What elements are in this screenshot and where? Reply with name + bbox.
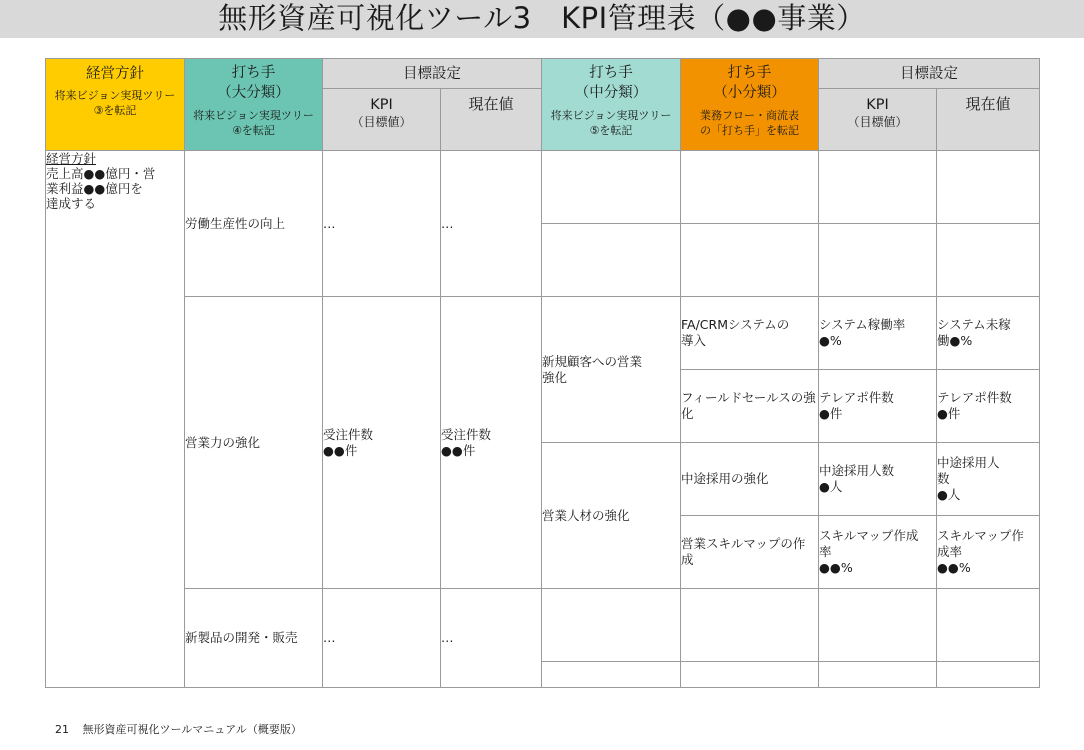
header-kpi-left: [323, 89, 441, 151]
current-line: 中途採用人: [937, 455, 1000, 470]
kpi-line: 率: [819, 544, 832, 559]
kpi-sales-line1: 受注件数: [323, 426, 374, 442]
header-current-left-title: 現在値: [468, 95, 514, 113]
header-minor-title2: （小分類）: [713, 85, 786, 101]
kpi-line: ●●%: [819, 560, 853, 575]
header-target-left: [323, 59, 542, 89]
kpi-empty: [819, 224, 937, 297]
major-new-product: 新製品の開発・販売: [185, 589, 323, 688]
header-minor-measure: [681, 59, 819, 151]
current-empty: [937, 662, 1040, 688]
kpi-line: テレアポ件数: [819, 390, 894, 405]
minor-skill-map: [681, 516, 819, 589]
current-labor: …: [441, 151, 542, 297]
header-target-right: [819, 59, 1040, 89]
middle-empty: [542, 662, 681, 688]
current-line: テレアポ件数: [937, 390, 1012, 405]
minor-line: フィールドセールスの強: [681, 390, 816, 405]
current-system-uptime: [937, 297, 1040, 370]
page-footer: [55, 723, 312, 737]
middle-empty: [542, 589, 681, 662]
minor-line: 中途採用の強化: [681, 471, 769, 486]
header-middle-sub1: 将来ビジョン実現ツリー: [550, 109, 672, 122]
header-minor-sub2: の「打ち手」を転記: [700, 124, 799, 137]
minor-empty: [681, 589, 819, 662]
page-number: 21: [55, 723, 69, 736]
policy-label: 経営方針: [46, 151, 97, 166]
header-minor-sub1: 業務フロー・商流表: [700, 109, 799, 122]
header-major-sub2: ④を転記: [232, 124, 275, 137]
current-line: ●人: [937, 487, 961, 502]
header-middle-title2: （中分類）: [574, 85, 648, 101]
minor-line: 導入: [681, 333, 707, 348]
minor-mid-career-hiring: [681, 443, 819, 516]
current-line: 数: [937, 471, 950, 486]
header-major-sub1: 将来ビジョン実現ツリー: [193, 109, 314, 122]
minor-field-sales: [681, 370, 819, 443]
current-line: 働●%: [937, 333, 973, 348]
policy-cell: [46, 151, 185, 688]
current-sales-line1: 受注件数: [441, 426, 492, 442]
current-mid-career-hires: [937, 443, 1040, 516]
kpi-sales-line2: ●●件: [323, 442, 358, 458]
kpi-line: スキルマップ作成: [819, 528, 919, 543]
header-kpi-left-sub: （目標値）: [351, 115, 412, 129]
minor-empty: [681, 662, 819, 688]
header-target-right-title: 目標設定: [900, 65, 958, 82]
kpi-line: システム稼働率: [819, 317, 906, 332]
header-kpi-right-title: KPI: [866, 97, 889, 113]
minor-line: FA/CRMシステムの: [681, 317, 790, 332]
major-sales-strengthening: 営業力の強化: [185, 297, 323, 589]
kpi-labor: …: [323, 151, 441, 297]
header-kpi-right-sub: （目標値）: [847, 115, 908, 129]
kpi-line: 中途採用人数: [819, 463, 895, 478]
footer-text: 無形資産可視化ツールマニュアル（概要版）: [82, 723, 302, 736]
header-current-right: [937, 89, 1040, 151]
current-line: 成率: [937, 544, 963, 559]
current-line: スキルマップ作: [937, 528, 1024, 543]
header-major-title: 打ち手: [231, 65, 276, 81]
current-product: …: [441, 589, 542, 688]
header-current-left: [441, 89, 542, 151]
middle-empty: [542, 151, 681, 224]
header-policy-sub1: 将来ビジョン実現ツリー: [54, 89, 176, 102]
current-skill-map-rate: [937, 516, 1040, 589]
current-line: ●件: [937, 406, 961, 421]
current-empty: [937, 224, 1040, 297]
header-kpi-right: [819, 89, 937, 151]
kpi-management-table: [45, 58, 1040, 688]
header-major-title2: （大分類）: [217, 85, 290, 101]
kpi-skill-map-rate: [819, 516, 937, 589]
header-minor-title: 打ち手: [727, 65, 772, 81]
policy-line: 業利益●●億円を: [46, 181, 143, 196]
kpi-empty: [819, 151, 937, 224]
kpi-mid-career-hires: [819, 443, 937, 516]
header-middle-measure: [542, 59, 681, 151]
minor-line: 成: [681, 552, 694, 567]
kpi-teleapo: [819, 370, 937, 443]
current-sales-line2: ●●件: [441, 442, 476, 458]
header-policy-sub2: ③を転記: [93, 104, 137, 117]
minor-empty: [681, 224, 819, 297]
major-labor-productivity: 労働生産性の向上: [185, 151, 323, 297]
current-empty: [937, 151, 1040, 224]
header-policy-title: 経営方針: [86, 66, 144, 82]
page-title: 無形資産可視化ツール3 KPI管理表（●●事業）: [218, 1, 866, 35]
header-target-left-title: 目標設定: [403, 65, 461, 82]
kpi-empty: [819, 589, 937, 662]
current-empty: [937, 589, 1040, 662]
current-teleapo: [937, 370, 1040, 443]
middle-empty: [542, 224, 681, 297]
kpi-line: ●件: [819, 406, 843, 421]
minor-line: 営業スキルマップの作: [681, 536, 806, 551]
kpi-empty: [819, 662, 937, 688]
header-policy: [46, 59, 185, 151]
policy-line: 達成する: [46, 196, 97, 211]
policy-line: 売上高●●億円・営: [46, 166, 156, 181]
header-middle-sub2: ⑤を転記: [589, 124, 633, 137]
current-sales: [441, 297, 542, 589]
minor-empty: [681, 151, 819, 224]
header-middle-title: 打ち手: [589, 65, 633, 81]
current-line: システム未稼: [937, 317, 1011, 332]
middle-new-line2: 強化: [542, 369, 568, 385]
header-kpi-left-title: KPI: [370, 97, 393, 113]
middle-new-customer-sales: [542, 297, 681, 443]
kpi-line: ●人: [819, 479, 843, 494]
minor-fa-crm: [681, 297, 819, 370]
minor-line: 化: [681, 406, 694, 421]
kpi-system-uptime: [819, 297, 937, 370]
kpi-sales: [323, 297, 441, 589]
middle-new-line1: 新規顧客への営業: [542, 353, 643, 369]
kpi-product: …: [323, 589, 441, 688]
header-major-measure: [185, 59, 323, 151]
current-line: ●●%: [937, 560, 971, 575]
kpi-line: ●%: [819, 333, 842, 348]
header-current-right-title: 現在値: [965, 95, 1011, 113]
middle-sales-staff: 営業人材の強化: [542, 443, 681, 589]
